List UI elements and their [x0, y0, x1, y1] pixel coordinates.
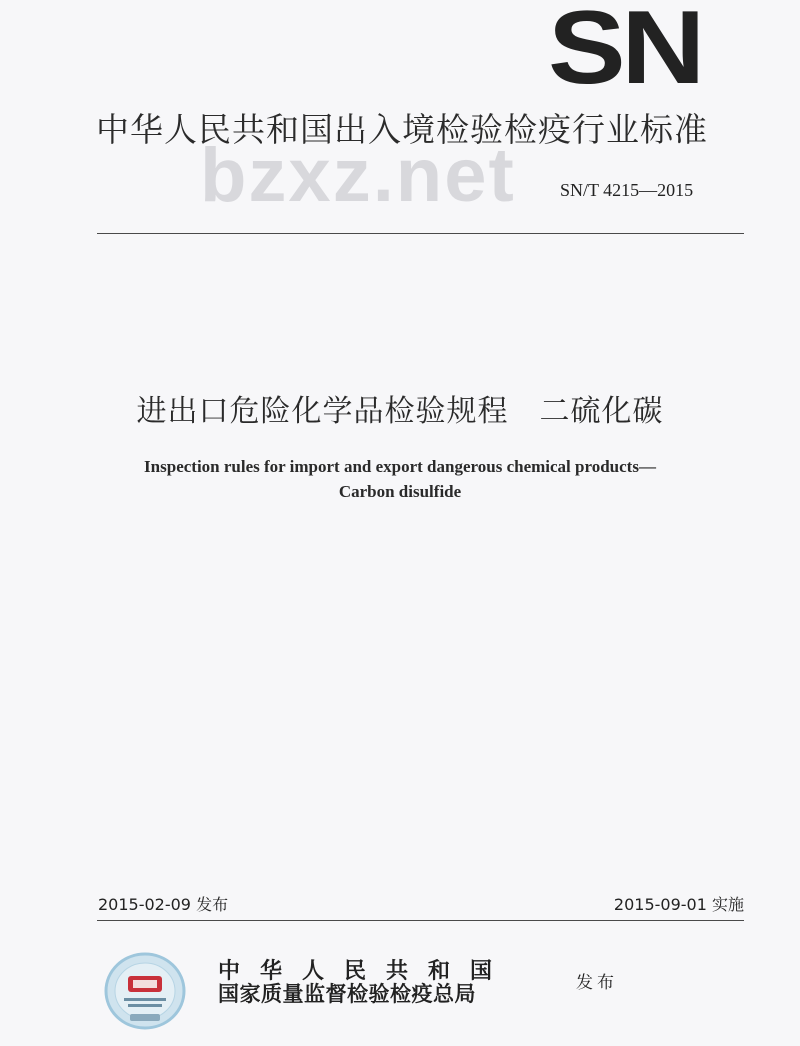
top-divider: [97, 233, 744, 234]
standard-number: SN/T 4215—2015: [560, 180, 694, 200]
issue-date: 2015-02-09 发布: [98, 895, 229, 914]
issuer-name-line-2: 国家质量监督检验检疫总局: [218, 982, 476, 1006]
document-title-chinese: 进出口危险化学品检验规程 二硫化碳: [136, 394, 664, 429]
sn-logo: SN: [548, 0, 701, 106]
industry-standard-title: 中华人民共和国出入境检验检疫行业标准: [96, 110, 708, 149]
anti-counterfeit-seal-icon: [104, 952, 186, 1030]
english-title-line-2: Carbon disulfide: [338, 482, 462, 501]
english-title-line-1: Inspection rules for import and export dangerous chemical products—: [144, 457, 656, 476]
watermark: bzxz.net: [200, 133, 516, 218]
issuer-release-label: 发布: [576, 973, 618, 993]
document-title-english: [0, 454, 800, 504]
issuer-name-line-1: 中华人民共和国: [218, 959, 513, 984]
implementation-date: 2015-09-01 实施: [613, 895, 744, 914]
bottom-divider: [97, 920, 744, 921]
